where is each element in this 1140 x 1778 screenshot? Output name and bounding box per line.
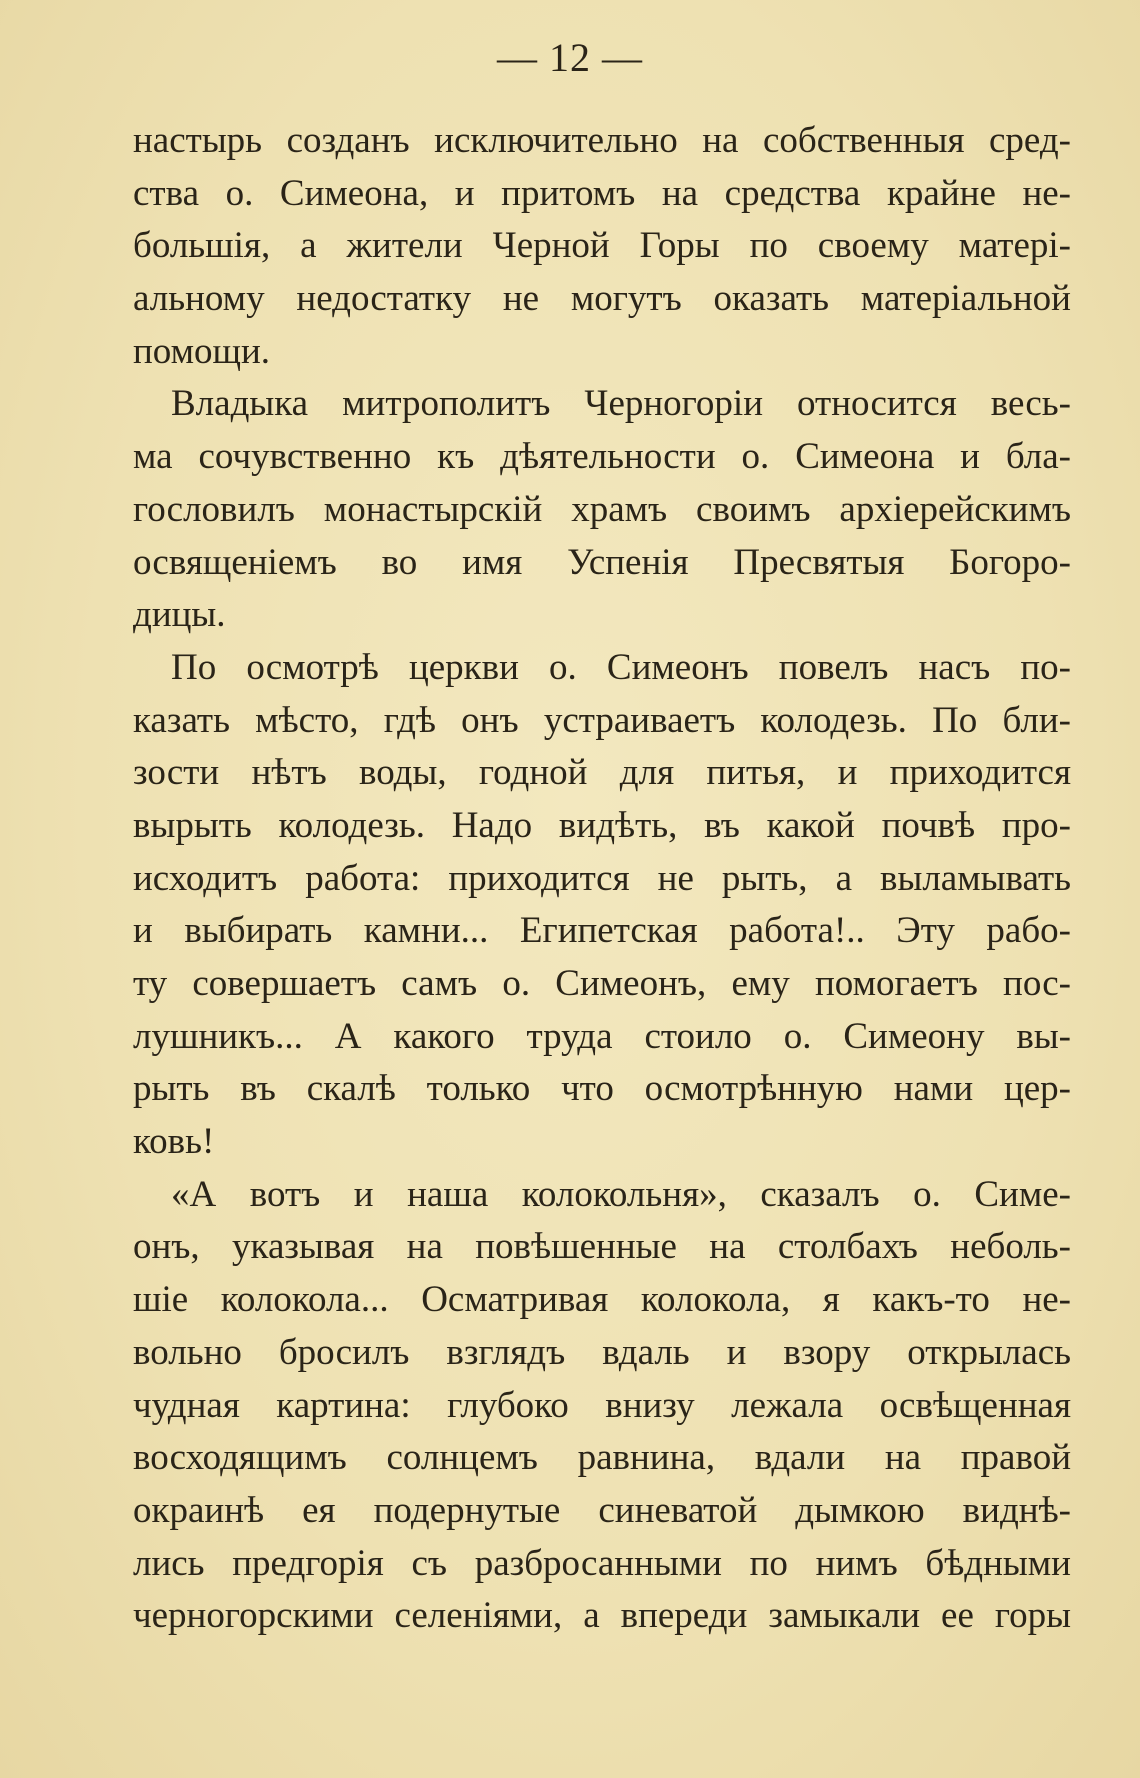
text-line: вольно бросилъ взглядъ вдаль и взору открылась xyxy=(133,1331,1071,1373)
text-line: шіе колокола... Осматривая колокола, я какъ-то не- xyxy=(133,1279,1071,1321)
text-line: помощи. xyxy=(133,330,271,372)
paragraph xyxy=(133,115,1071,378)
text-line: Владыка митрополитъ Черногоріи относится весь- xyxy=(171,383,1071,425)
paragraph xyxy=(133,642,1071,1169)
text-line: ства о. Симеона, и притомъ на средства крайне не- xyxy=(133,172,1071,214)
text-line: альному недостатку не могутъ оказать матеріальной xyxy=(133,278,1071,320)
page-number: — 12 — xyxy=(497,35,643,80)
text-line: ма сочувственно къ дѣятельности о. Симеона и бла- xyxy=(133,436,1071,478)
text-line: окраинѣ ея подернутые синеватой дымкою виднѣ- xyxy=(133,1489,1071,1531)
text-line: восходящимъ солнцемъ равнина, вдали на правой xyxy=(133,1437,1071,1479)
text-line: освященіемъ во имя Успенія Пресвятыя Богоро- xyxy=(133,541,1071,583)
text-line: По осмотрѣ церкви о. Симеонъ повелъ насъ по- xyxy=(171,646,1071,688)
text-line: и выбирать камни... Египетская работа!.. Эту рабо- xyxy=(133,910,1071,952)
text-line: исходитъ работа: приходится не рыть, а выламывать xyxy=(133,857,1071,899)
text-line: «А вотъ и наша колокольня», сказалъ о. Симе- xyxy=(171,1173,1071,1215)
text-line: лись предгорія съ разбросанными по нимъ бѣдными xyxy=(133,1542,1071,1584)
body-text xyxy=(133,115,1071,1643)
text-line: ковь! xyxy=(133,1121,215,1163)
text-line: большія, а жители Черной Горы по своему матері- xyxy=(133,225,1071,267)
text-line: зости нѣтъ воды, годной для питья, и приходится xyxy=(133,752,1071,794)
text-line: настырь созданъ исключительно на собственныя сред- xyxy=(133,120,1071,161)
text-line: казать мѣсто, гдѣ онъ устраиваетъ колодезь. По бли- xyxy=(133,699,1071,741)
text-line: лушникъ... А какого труда стоило о. Симеону вы- xyxy=(133,1015,1071,1057)
text-line: ту совершаетъ самъ о. Симеонъ, ему помогаетъ пос- xyxy=(133,963,1071,1004)
paragraph xyxy=(133,378,1071,641)
text-line: онъ, указывая на повѣшенные на столбахъ неболь- xyxy=(133,1226,1071,1268)
text-line: вырыть колодезь. Надо видѣть, въ какой почвѣ про- xyxy=(133,804,1071,846)
text-line: чудная картина: глубоко внизу лежала освѣщенная xyxy=(133,1384,1071,1426)
text-line: рыть въ скалѣ только что осмотрѣнную нами цер- xyxy=(133,1068,1071,1110)
text-line: гословилъ монастырскій храмъ своимъ архіерейскимъ xyxy=(133,488,1071,530)
text-line: дицы. xyxy=(133,594,226,636)
paragraph xyxy=(133,1169,1071,1643)
text-line: черногорскими селеніями, а впереди замыкали ее горы xyxy=(133,1595,1071,1637)
